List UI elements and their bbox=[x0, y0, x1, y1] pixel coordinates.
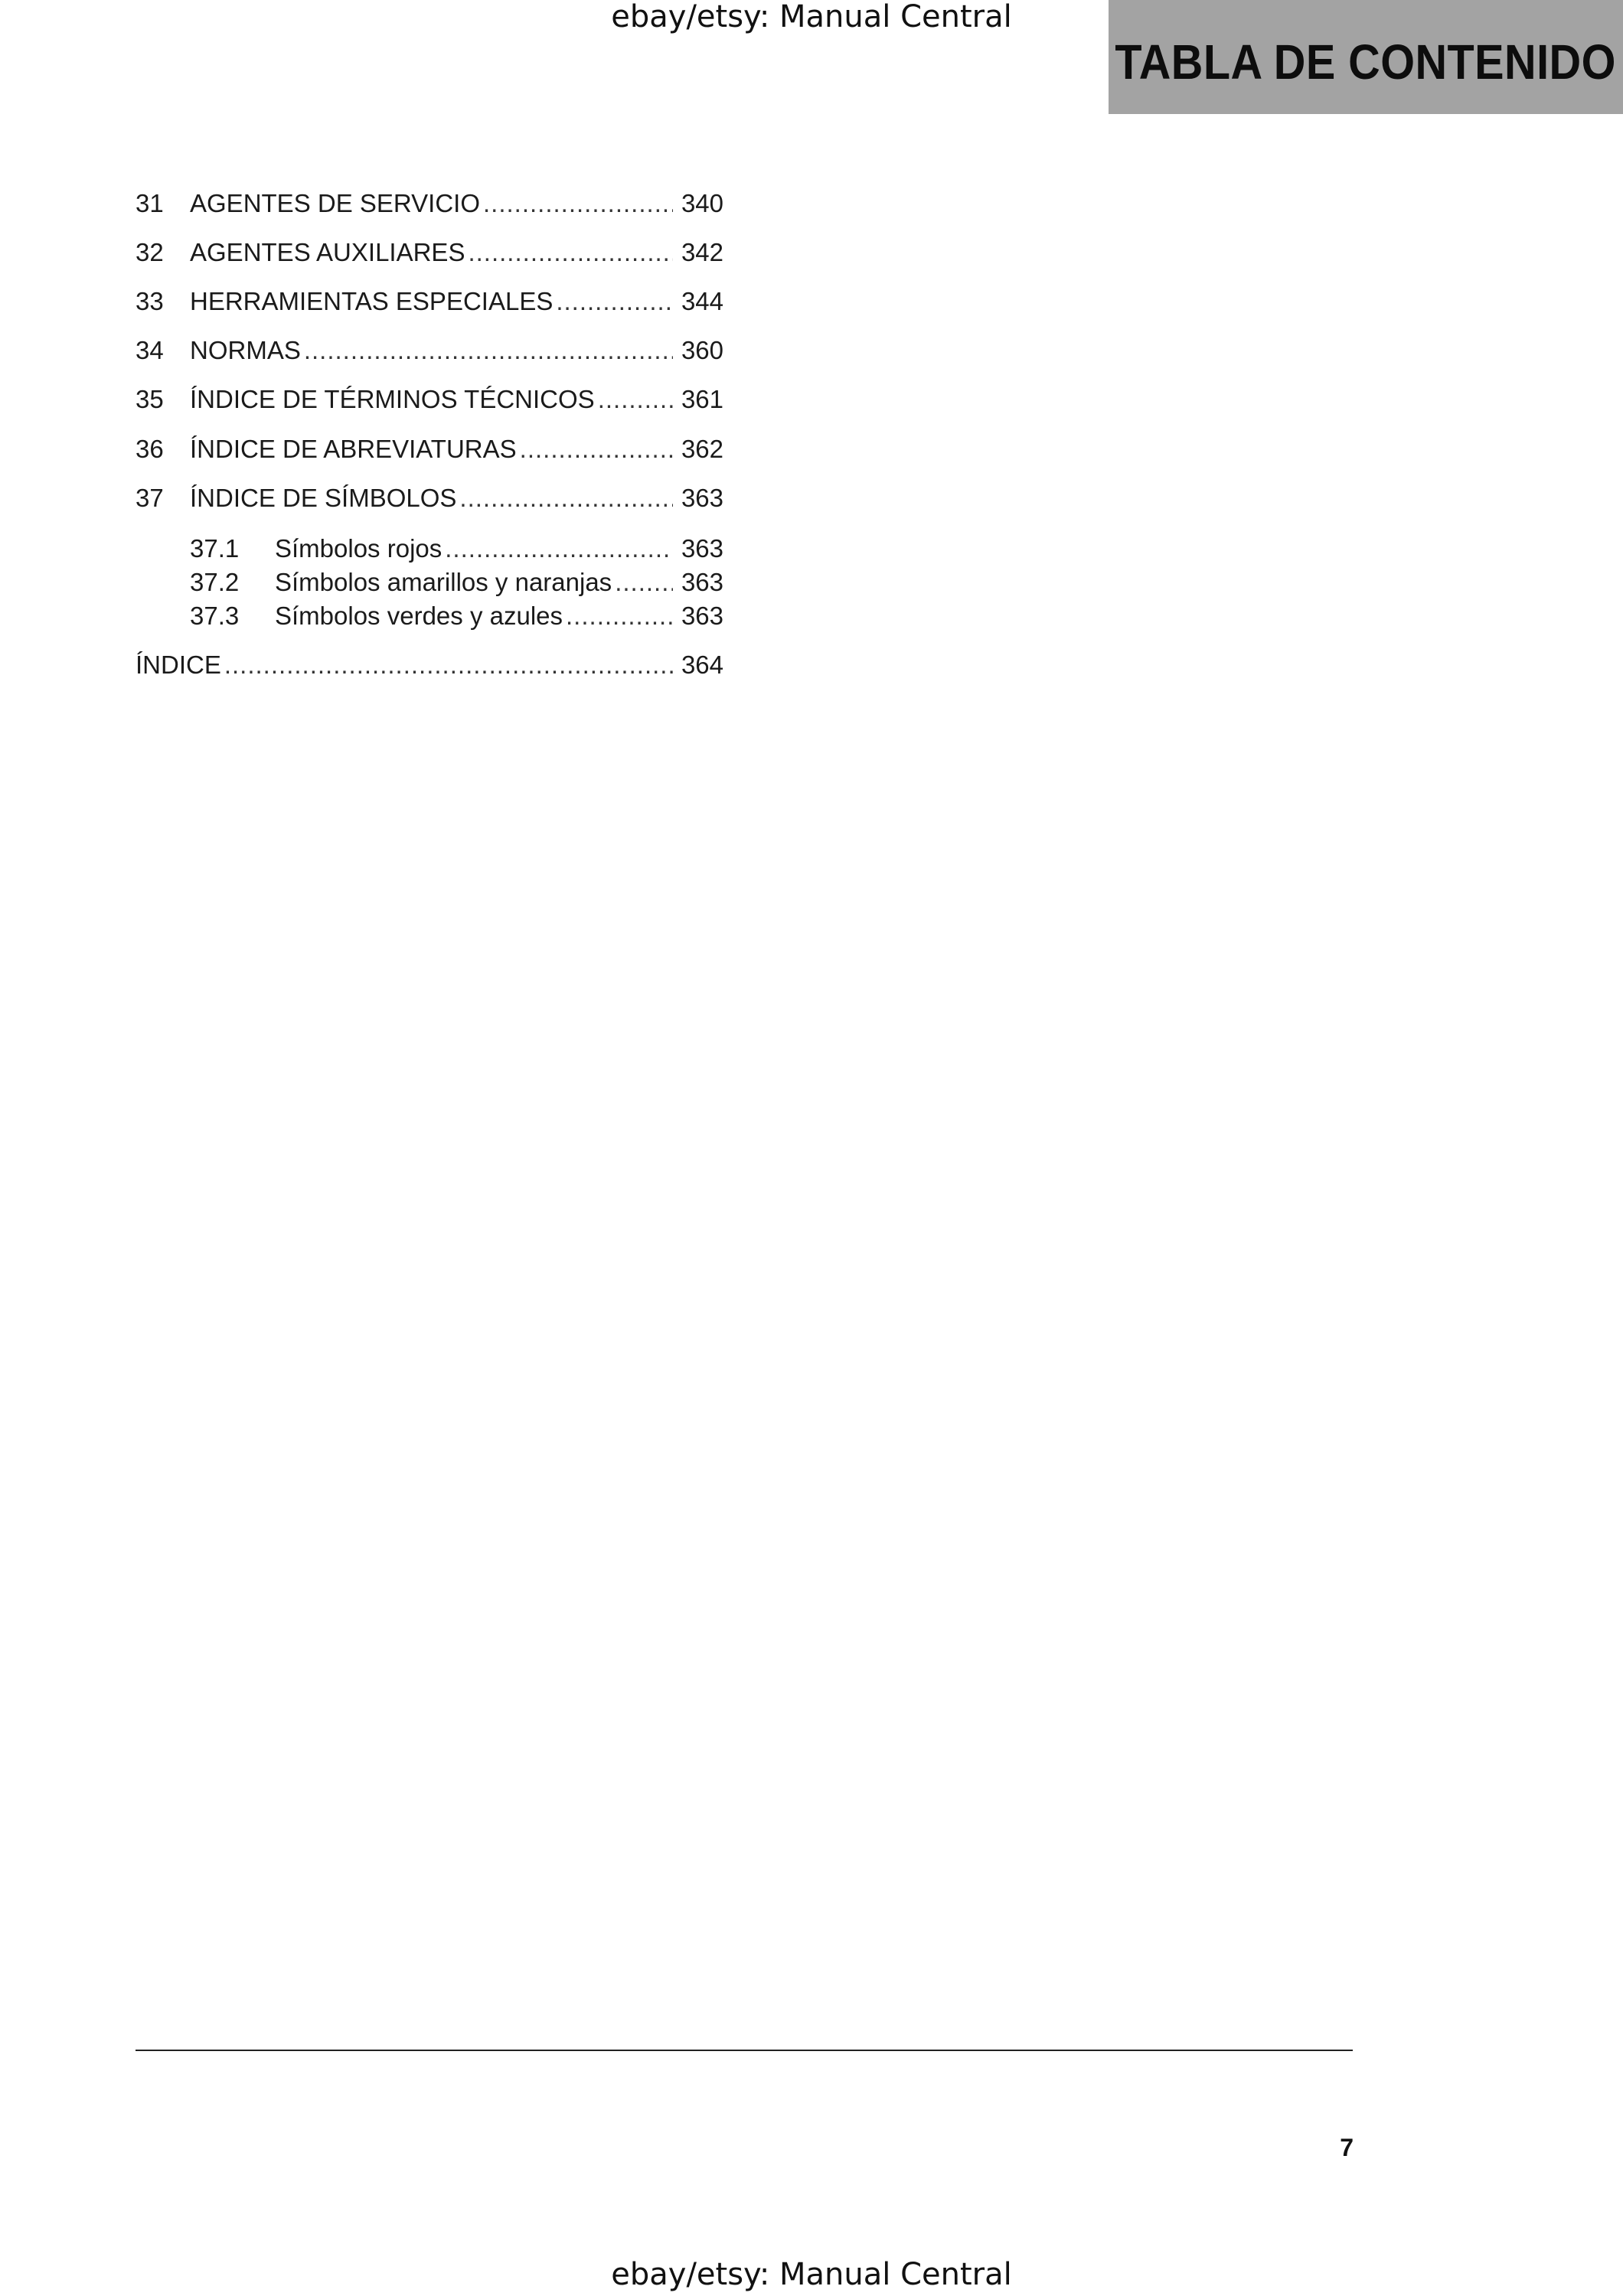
toc-entry-37-1[interactable] bbox=[136, 530, 723, 567]
toc-leader-dots bbox=[483, 185, 673, 222]
page-number: 7 bbox=[1340, 2134, 1354, 2161]
section-tab bbox=[1109, 0, 1623, 114]
toc-entry-33[interactable] bbox=[136, 283, 723, 320]
toc-entry-number: 35 bbox=[136, 385, 164, 413]
toc-entry-32[interactable] bbox=[136, 234, 723, 271]
toc-entry-36[interactable] bbox=[136, 431, 723, 468]
toc-entry-37-2[interactable] bbox=[136, 564, 723, 601]
toc-entry-number: 32 bbox=[136, 238, 164, 266]
toc-entry-37-3[interactable] bbox=[136, 598, 723, 634]
section-tab-label: TABLA DE CONTENIDO bbox=[1115, 34, 1617, 90]
toc-leader-dots bbox=[615, 564, 673, 601]
toc-entry-page: 340 bbox=[681, 189, 723, 217]
toc-entry-title: Símbolos rojos bbox=[275, 534, 442, 563]
toc-entry-title: Símbolos amarillos y naranjas bbox=[275, 568, 612, 596]
toc-leader-dots bbox=[566, 598, 673, 634]
toc-entry-title: ÍNDICE bbox=[136, 651, 221, 679]
toc-entry-page: 360 bbox=[681, 336, 723, 364]
toc-entry-indice[interactable] bbox=[136, 647, 723, 683]
toc-entry-35[interactable] bbox=[136, 381, 723, 418]
toc-entry-number: 33 bbox=[136, 287, 164, 315]
toc-entry-page: 362 bbox=[681, 435, 723, 463]
toc-entry-page: 363 bbox=[681, 602, 723, 630]
toc-leader-dots bbox=[598, 381, 673, 418]
toc-leader-dots bbox=[445, 530, 673, 567]
running-footer: ebay/etsy: Manual Central bbox=[611, 2257, 1012, 2292]
toc-entry-title: AGENTES AUXILIARES bbox=[190, 238, 465, 266]
toc-entry-number: 36 bbox=[136, 435, 164, 463]
toc-entry-title: NORMAS bbox=[190, 336, 301, 364]
toc-entry-title: ÍNDICE DE SÍMBOLOS bbox=[190, 484, 457, 512]
toc-entry-37[interactable] bbox=[136, 480, 723, 517]
toc-entry-page: 363 bbox=[681, 568, 723, 596]
toc-leader-dots bbox=[520, 431, 673, 468]
footer-divider bbox=[136, 2050, 1353, 2051]
toc-entry-title: ÍNDICE DE TÉRMINOS TÉCNICOS bbox=[190, 385, 595, 413]
toc-entry-page: 363 bbox=[681, 484, 723, 512]
toc-entry-number: 37 bbox=[136, 484, 164, 512]
toc-entry-31[interactable] bbox=[136, 185, 723, 222]
toc-entry-34[interactable] bbox=[136, 332, 723, 369]
toc-entry-number: 37.3 bbox=[190, 602, 240, 630]
toc-entry-title: HERRAMIENTAS ESPECIALES bbox=[190, 287, 554, 315]
toc-entry-page: 342 bbox=[681, 238, 723, 266]
toc-entry-title: AGENTES DE SERVICIO bbox=[190, 189, 480, 217]
toc-entry-number: 34 bbox=[136, 336, 164, 364]
toc-entry-page: 344 bbox=[681, 287, 723, 315]
toc-entry-page: 361 bbox=[681, 385, 723, 413]
toc-entry-page: 363 bbox=[681, 534, 723, 563]
toc-entry-title: ÍNDICE DE ABREVIATURAS bbox=[190, 435, 517, 463]
toc-entry-number: 37.2 bbox=[190, 568, 240, 596]
running-header: ebay/etsy: Manual Central bbox=[611, 0, 1012, 34]
toc-leader-dots bbox=[468, 234, 673, 271]
toc-entry-page: 364 bbox=[681, 651, 723, 679]
toc-leader-dots bbox=[459, 480, 673, 517]
toc-entry-title: Símbolos verdes y azules bbox=[275, 602, 563, 630]
toc-leader-dots bbox=[556, 283, 673, 320]
toc-leader-dots bbox=[224, 647, 673, 683]
toc-entry-number: 31 bbox=[136, 189, 164, 217]
toc-entry-number: 37.1 bbox=[190, 534, 240, 563]
toc-leader-dots bbox=[304, 332, 673, 369]
